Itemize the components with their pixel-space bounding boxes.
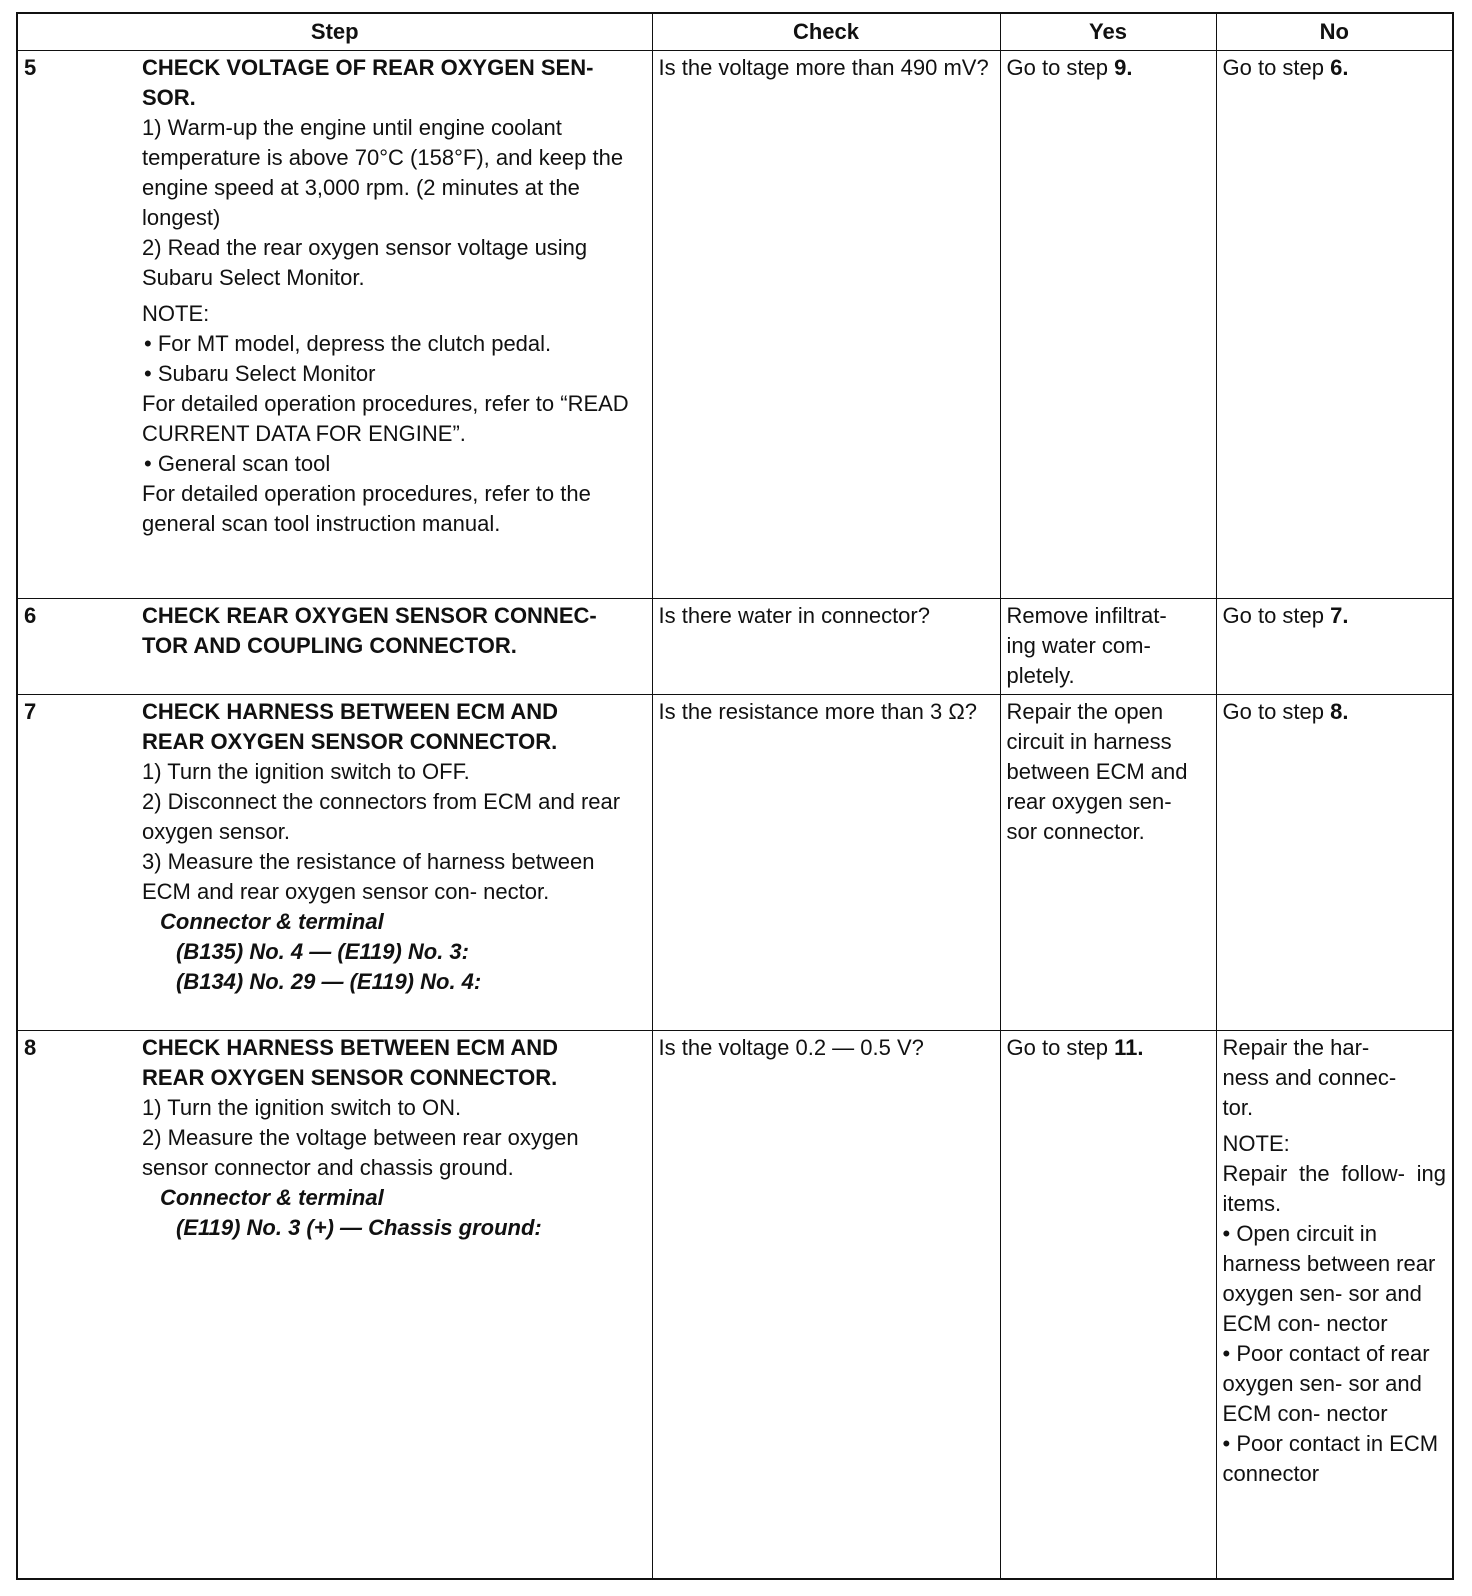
step-title-line: TOR AND COUPLING CONNECTOR. <box>142 633 517 658</box>
header-check: Check <box>652 14 1000 51</box>
step-number: 8 <box>24 1035 37 1060</box>
note-label: NOTE: <box>142 301 210 326</box>
note-line: • Subaru Select Monitor <box>144 361 376 386</box>
check-cell: Is the resistance more than 3 Ω? <box>652 695 1000 1031</box>
step-number: 7 <box>24 699 37 724</box>
step-cell <box>18 695 652 1031</box>
yes-line: Remove infiltrat- <box>1006 603 1167 628</box>
procedure-step: 2) Read the rear oxygen sensor voltage using Subaru Select Monitor. <box>142 235 588 290</box>
no-step-ref: 6. <box>1330 55 1349 80</box>
step-body <box>142 1033 646 1243</box>
note-line: For detailed operation procedures, refer to “READ CURRENT DATA FOR ENGINE”. <box>142 391 629 446</box>
connector-label: Connector & terminal <box>160 909 384 934</box>
note-line: • For MT model, depress the clutch pedal. <box>144 331 552 356</box>
step-body <box>142 601 646 661</box>
check-cell: Is there water in connector? <box>652 599 1000 695</box>
note-line: Repair the follow- ing items. <box>1222 1161 1446 1216</box>
no-step-ref: 7. <box>1330 603 1349 628</box>
yes-line: circuit in harness <box>1006 729 1172 754</box>
connector-terminal: (E119) No. 3 (+) — Chassis ground: <box>176 1215 542 1240</box>
procedure-step: 1) Turn the ignition switch to OFF. <box>142 759 470 784</box>
no-line: tor. <box>1222 1095 1254 1120</box>
no-text: Go to step <box>1222 699 1331 724</box>
yes-cell <box>1000 51 1216 599</box>
step-title <box>142 53 646 113</box>
check-cell: Is the voltage more than 490 mV? <box>652 51 1000 599</box>
yes-text: Go to step <box>1006 1035 1115 1060</box>
yes-line: rear oxygen sen- <box>1006 789 1172 814</box>
table-row <box>18 695 1452 1031</box>
no-cell <box>1216 695 1452 1031</box>
step-title <box>142 697 646 757</box>
yes-line: between ECM and <box>1006 759 1188 784</box>
yes-step-ref: 11. <box>1114 1035 1144 1060</box>
no-text: Go to step <box>1222 603 1331 628</box>
yes-line: pletely. <box>1006 663 1075 688</box>
table-row <box>18 599 1452 695</box>
yes-text: Go to step <box>1006 55 1115 80</box>
connector-label: Connector & terminal <box>160 1185 384 1210</box>
no-text: Go to step <box>1222 55 1331 80</box>
note-line: For detailed operation procedures, refer to the general scan tool instruction manual. <box>142 481 591 536</box>
no-cell <box>1216 51 1452 599</box>
step-title-line: REAR OXYGEN SENSOR CONNECTOR. <box>142 1065 558 1090</box>
header-no: No <box>1216 14 1452 51</box>
no-line: Repair the har- <box>1222 1035 1370 1060</box>
step-body <box>142 53 646 539</box>
header-step: Step <box>18 14 652 51</box>
step-number: 5 <box>24 55 37 80</box>
table-row <box>18 1031 1452 1579</box>
step-title-line: CHECK HARNESS BETWEEN ECM AND <box>142 1035 558 1060</box>
connector-terminal: (B134) No. 29 — (E119) No. 4: <box>176 969 482 994</box>
procedure-step: 3) Measure the resistance of harness between ECM and rear oxygen sensor con- nector. <box>142 849 595 904</box>
yes-line: Repair the open <box>1006 699 1164 724</box>
step-title-line: REAR OXYGEN SENSOR CONNECTOR. <box>142 729 558 754</box>
note-line: • General scan tool <box>144 451 331 476</box>
procedure-step: 2) Disconnect the connectors from ECM and rear oxygen sensor. <box>142 789 621 844</box>
yes-cell <box>1000 1031 1216 1579</box>
yes-line: sor connector. <box>1006 819 1145 844</box>
step-title-line: CHECK REAR OXYGEN SENSOR CONNEC- <box>142 603 597 628</box>
step-title <box>142 601 646 661</box>
step-number: 6 <box>24 603 37 628</box>
check-cell: Is the voltage 0.2 — 0.5 V? <box>652 1031 1000 1579</box>
note-line: • Poor contact in ECM connector <box>1222 1431 1439 1486</box>
note-line: • Poor contact of rear oxygen sen- sor and ECM con- nector <box>1222 1341 1430 1426</box>
yes-step-ref: 9. <box>1114 55 1133 80</box>
step-cell <box>18 1031 652 1579</box>
step-title <box>142 1033 646 1093</box>
procedure-step: 2) Measure the voltage between rear oxygen sensor connector and chassis ground. <box>142 1125 579 1180</box>
step-title-line: SOR. <box>142 85 196 110</box>
yes-line: ing water com- <box>1006 633 1151 658</box>
note-line: • Open circuit in harness between rear oxygen sen- sor and ECM con- nector <box>1222 1221 1436 1336</box>
procedure-step: 1) Turn the ignition switch to ON. <box>142 1095 462 1120</box>
no-cell <box>1216 599 1452 695</box>
header-yes: Yes <box>1000 14 1216 51</box>
step-title-line: CHECK VOLTAGE OF REAR OXYGEN SEN- <box>142 55 594 80</box>
diagnostic-table <box>18 14 1452 1578</box>
step-body <box>142 697 646 997</box>
procedure-step: 1) Warm-up the engine until engine coolant temperature is above 70°C (158°F), and keep the engine speed at 3,000 rpm. (2 minutes at the longest) <box>142 115 624 230</box>
diagnostic-table-frame <box>16 12 1454 1580</box>
step-title-line: CHECK HARNESS BETWEEN ECM AND <box>142 699 558 724</box>
step-cell <box>18 51 652 599</box>
step-cell <box>18 599 652 695</box>
header-row <box>18 14 1452 51</box>
table-row <box>18 51 1452 599</box>
no-step-ref: 8. <box>1330 699 1349 724</box>
connector-terminal: (B135) No. 4 — (E119) No. 3: <box>176 939 469 964</box>
yes-cell <box>1000 695 1216 1031</box>
note-label: NOTE: <box>1222 1131 1290 1156</box>
no-line: ness and connec- <box>1222 1065 1397 1090</box>
yes-cell <box>1000 599 1216 695</box>
no-cell <box>1216 1031 1452 1579</box>
